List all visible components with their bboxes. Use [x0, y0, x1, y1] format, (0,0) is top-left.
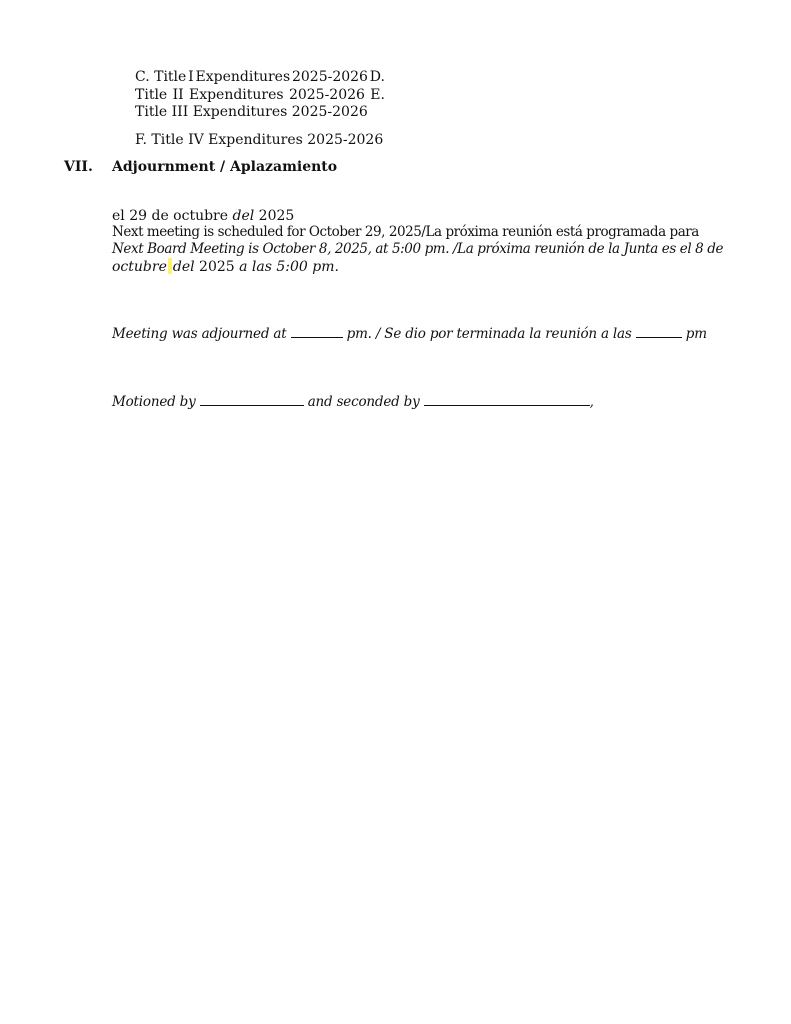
- agenda-line-2-next: E.: [370, 87, 385, 103]
- agenda-line-1-word: Expenditures: [195, 69, 291, 85]
- motion-part-2: and seconded by: [307, 394, 420, 410]
- agenda-line-1-prefix: C. Title: [135, 69, 187, 85]
- next-meeting-line-4-d: a las 5:00 pm.: [234, 259, 339, 275]
- motion-part-1: Motioned by: [112, 394, 196, 410]
- agenda-line-2-year: 2025-2026: [288, 87, 365, 103]
- adjourned-time-blank[interactable]: [291, 325, 343, 338]
- agenda-line-1-num: I: [188, 69, 194, 85]
- next-meeting-line-2: Next meeting is scheduled for October 29, 2025/La próxima reunión está programada para: [112, 224, 699, 240]
- adjourned-part-3: pm: [685, 326, 707, 342]
- motion-part-3: ,: [589, 394, 594, 410]
- next-meeting-line-4: [112, 258, 339, 276]
- section-number: VII.: [64, 159, 93, 175]
- next-meeting-line-1-b: del: [232, 208, 255, 224]
- adjourned-part-2: pm. / Se dio por terminada la reunión a las: [346, 326, 632, 342]
- agenda-line-1: [135, 68, 385, 86]
- text-cursor-highlight: [168, 258, 172, 274]
- next-meeting-line-1-c: 2025: [254, 208, 295, 224]
- motion-line: [112, 393, 594, 411]
- next-meeting-line-1-a: el 29 de octubre: [112, 208, 233, 224]
- next-meeting-line-4-b: del: [172, 259, 195, 275]
- next-meeting-line-4-a: octubre: [112, 259, 167, 275]
- next-meeting-line-4-c: 2025: [194, 259, 235, 275]
- agenda-line-2-word: Expenditures: [188, 87, 284, 103]
- adjourned-line: [112, 325, 707, 343]
- motioned-by-blank[interactable]: [200, 393, 304, 406]
- agenda-line-2-prefix: Title: [135, 87, 168, 103]
- agenda-line-2: [135, 86, 385, 104]
- agenda-line-4: F. Title IV Expenditures 2025-2026: [135, 132, 384, 148]
- next-meeting-line-3: Next Board Meeting is October 8, 2025, at 5:00 pm. /La próxima reunión de la Junta es el 8 de: [112, 241, 724, 257]
- agenda-line-1-year: 2025-2026: [291, 69, 368, 85]
- section-title: Adjournment / Aplazamiento: [112, 159, 338, 175]
- adjourned-hora-blank[interactable]: [636, 325, 682, 338]
- agenda-line-1-next: D.: [369, 69, 385, 85]
- adjourned-part-1: Meeting was adjourned at: [112, 326, 287, 342]
- seconded-by-blank[interactable]: [424, 393, 590, 406]
- agenda-line-3: Title III Expenditures 2025-2026: [135, 104, 368, 120]
- agenda-line-2-num: II: [172, 87, 184, 103]
